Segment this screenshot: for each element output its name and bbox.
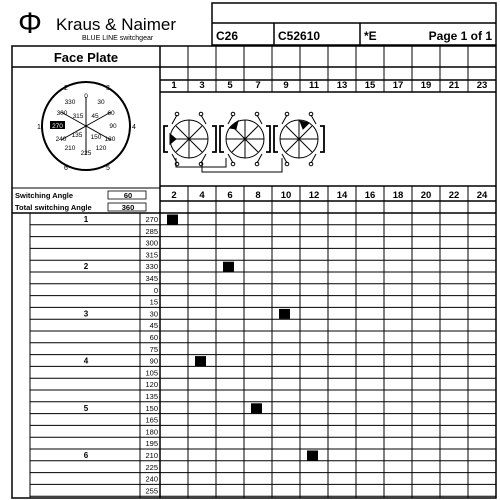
terminal-row-even bbox=[160, 186, 496, 213]
terminal-label: 9 bbox=[283, 80, 289, 91]
dial-angle: 270 bbox=[52, 123, 63, 130]
terminal-label: 22 bbox=[448, 190, 460, 201]
angle-label: 150 bbox=[145, 403, 158, 413]
terminal-label: 24 bbox=[476, 190, 488, 201]
position-label: 5 bbox=[83, 403, 89, 413]
angle-label: 315 bbox=[145, 250, 158, 260]
terminal-label: 23 bbox=[476, 80, 488, 91]
page-indicator: Page 1 of 1 bbox=[428, 29, 492, 43]
angle-label: 240 bbox=[145, 474, 158, 484]
header bbox=[18, 3, 496, 45]
logo-mark: Φ bbox=[18, 7, 42, 40]
terminal-label: 13 bbox=[336, 80, 348, 91]
terminal-label: 16 bbox=[364, 190, 376, 201]
terminal-label: 3 bbox=[199, 80, 205, 91]
angle-label: 345 bbox=[145, 274, 158, 283]
table-row bbox=[30, 392, 496, 402]
terminal-label: 10 bbox=[280, 190, 292, 201]
switching-angle-value: 60 bbox=[123, 191, 133, 200]
table-row bbox=[30, 239, 496, 249]
contact-closed-mark bbox=[307, 451, 318, 461]
angle-label: 45 bbox=[149, 321, 158, 331]
contact-closed-mark bbox=[195, 356, 206, 366]
angle-label: 105 bbox=[145, 368, 158, 378]
position-label: 2 bbox=[83, 262, 89, 272]
dial-pos-3: 3 bbox=[106, 85, 110, 92]
dial-pos-4: 4 bbox=[132, 124, 136, 131]
angle-label: 75 bbox=[149, 344, 158, 354]
dial-angle: 330 bbox=[64, 99, 76, 106]
terminal-label: 18 bbox=[392, 190, 404, 201]
angle-label: 300 bbox=[145, 238, 158, 248]
switching-angle-label: Switching Angle bbox=[15, 191, 74, 200]
dial-angle: 90 bbox=[109, 123, 117, 130]
terminal-label: 20 bbox=[420, 190, 432, 201]
table-row bbox=[30, 451, 496, 461]
company-tagline: BLUE LINE switchgear bbox=[82, 35, 154, 42]
dial-angle: 210 bbox=[64, 145, 76, 152]
position-label: 1 bbox=[83, 215, 89, 224]
dial-pos-6: 6 bbox=[64, 165, 68, 172]
angle-label: 225 bbox=[145, 462, 158, 472]
angle-label: 165 bbox=[145, 415, 158, 425]
terminal-label: 12 bbox=[308, 190, 320, 201]
dial-angle: 225 bbox=[80, 150, 92, 157]
position-label: 6 bbox=[83, 451, 89, 460]
angle-label: 0 bbox=[153, 285, 158, 295]
angle-label: 195 bbox=[145, 439, 158, 449]
terminal-label: 21 bbox=[448, 80, 460, 91]
table-row bbox=[30, 404, 496, 414]
dial-angle: 240 bbox=[55, 136, 67, 143]
total-angle-value: 360 bbox=[121, 203, 135, 212]
terminal-row-odd bbox=[160, 67, 496, 92]
angle-label: 285 bbox=[145, 226, 158, 236]
table-row bbox=[30, 250, 496, 260]
table-row bbox=[30, 286, 496, 296]
contact-closed-mark bbox=[279, 309, 290, 319]
dial-angle: 315 bbox=[72, 113, 84, 120]
table-row bbox=[30, 416, 496, 426]
terminal-label: 5 bbox=[227, 80, 233, 91]
table-row bbox=[30, 333, 496, 343]
dial-angle: 300 bbox=[56, 110, 68, 117]
table-row bbox=[30, 486, 496, 496]
angle-label: 270 bbox=[145, 215, 158, 224]
terminal-label: 8 bbox=[255, 190, 261, 201]
terminal-label: 11 bbox=[308, 80, 320, 91]
table-row bbox=[30, 321, 496, 331]
model-label: C26 bbox=[216, 29, 239, 43]
table-row bbox=[30, 345, 496, 355]
dial-pos-5: 5 bbox=[106, 165, 110, 172]
position-label: 3 bbox=[83, 309, 89, 319]
angle-label: 30 bbox=[149, 309, 158, 319]
position-label: 4 bbox=[83, 356, 89, 366]
contact-closed-mark bbox=[251, 403, 262, 413]
angle-label: 120 bbox=[145, 380, 158, 390]
table-row bbox=[30, 368, 496, 378]
table-row bbox=[30, 298, 496, 308]
dial-angle: 120 bbox=[95, 145, 107, 152]
terminal-label: 7 bbox=[255, 80, 261, 91]
switching-table bbox=[30, 213, 496, 498]
dial-angle: 0 bbox=[84, 93, 88, 100]
terminal-label: 17 bbox=[392, 80, 404, 91]
angle-label: 255 bbox=[145, 486, 158, 496]
switching-angle-box bbox=[12, 188, 160, 212]
table-row bbox=[30, 274, 496, 284]
dial-angle: 30 bbox=[97, 99, 105, 106]
dial-angle: 45 bbox=[91, 113, 99, 120]
terminal-label: 14 bbox=[336, 190, 348, 201]
table-row bbox=[30, 227, 496, 237]
dial-pos-1: 1 bbox=[37, 124, 41, 131]
contact-schematic bbox=[164, 112, 324, 172]
angle-label: 90 bbox=[149, 356, 158, 366]
face-plate-title-row bbox=[12, 50, 160, 67]
variant-label: *E bbox=[364, 29, 377, 43]
angle-label: 60 bbox=[149, 333, 158, 342]
angle-label: 180 bbox=[145, 427, 158, 437]
angle-label: 330 bbox=[145, 262, 158, 272]
table-row bbox=[30, 380, 496, 390]
face-plate-title: Face Plate bbox=[53, 50, 119, 65]
terminal-label: 2 bbox=[171, 190, 177, 201]
dial-angle: 150 bbox=[90, 134, 102, 141]
table-row bbox=[30, 215, 496, 225]
terminal-label: 19 bbox=[420, 80, 432, 91]
dial-pos-2: 2 bbox=[64, 85, 68, 92]
table-row bbox=[30, 262, 496, 272]
angle-label: 210 bbox=[145, 451, 158, 460]
table-row bbox=[30, 309, 496, 319]
company-name: Kraus & Naimer bbox=[56, 15, 176, 34]
dial-angle: 60 bbox=[107, 110, 115, 117]
table-row bbox=[30, 475, 496, 485]
total-angle-label: Total switching Angle bbox=[15, 203, 92, 212]
part-number: C52610 bbox=[278, 29, 321, 43]
table-row bbox=[30, 439, 496, 449]
terminal-label: 15 bbox=[364, 80, 376, 91]
angle-label: 15 bbox=[149, 297, 158, 307]
terminal-label: 4 bbox=[199, 190, 205, 201]
dial-angle: 180 bbox=[104, 136, 116, 143]
table-row bbox=[30, 463, 496, 473]
terminal-label: 1 bbox=[171, 80, 177, 91]
terminal-label: 6 bbox=[227, 190, 233, 201]
table-row bbox=[30, 357, 496, 367]
table-row bbox=[30, 427, 496, 437]
contact-closed-mark bbox=[167, 215, 178, 225]
face-plate-dial bbox=[37, 82, 136, 172]
angle-label: 135 bbox=[145, 392, 158, 401]
dial-angle: 135 bbox=[71, 132, 83, 139]
contact-closed-mark bbox=[223, 262, 234, 272]
